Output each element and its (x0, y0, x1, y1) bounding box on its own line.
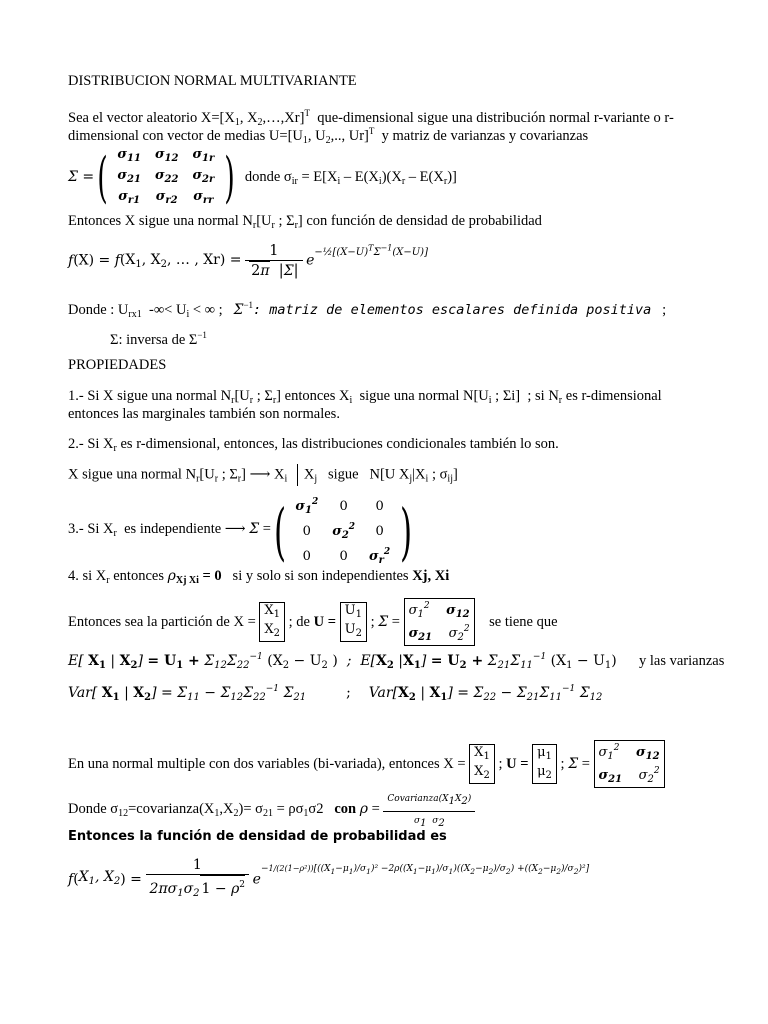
prop2b-line: X sigue una normal $N_r[U_r$ ; $\Sigma_r$] ⟶ $X_i$ $X_j$ sigue N[U $X_j|X_i$ ; $\sigma_{ij}$] (68, 464, 458, 488)
prop1-line-1: 1.- Si X sigue una normal $N_r[U_r$ ; $\Sigma_r$] entonces $X_i$ sigue una normal $N[U_i$ ; Σi] ; si $N_r$ es r-dimensional (68, 388, 662, 406)
prop3-line: 3.- Si $X_r$ es independiente ⟶ Σ = ( $\sigma_1^2$ 0 0 0 $\sigma_2^2$ 0 0 0 $\sigma_r^2$ ) (68, 494, 412, 568)
covariance-matrix: $\sigma_{11}$ $\sigma_{12}$ $\sigma_{1r}$ $\sigma_{21}$ $\sigma_{22}$ $\sigma_{2r}$ $\sigma_{r1}$ $\sigma_{r2}$ $\sigma_{rr}$ (117, 147, 215, 206)
densidad-bivariada-heading: Entonces la función de densidad de probabilidad es (68, 829, 447, 844)
sigma-inversa-line: Σ: inversa de $\Sigma^{-1}$ (110, 330, 207, 348)
propiedades-heading: PROPIEDADES (68, 357, 167, 373)
density-formula: $f(X) = f(X_1$, $X_2$, … , Xr) = $\frac{1}{2\pi |\Sigma|}$ $e^{-\frac{1}{2}[(X-U)^T\Sigma^{-1}(X-U)]}$ (68, 243, 428, 279)
diagonal-matrix: $\sigma_1^2$ 0 0 0 $\sigma_2^2$ 0 0 0 $\sigma_r^2$ (295, 497, 391, 566)
prop2-line: 2.- Si $X_r$ es r-dimensional, entonces, las distribuciones condicionales también lo son. (68, 436, 559, 454)
density-fraction: $\frac{1}{2\pi |\Sigma|}$ (245, 242, 302, 280)
prop4-line: 4. si $X_r$ entonces $\rho_{Xj Xi} = 0$ si y solo si son independientes Xj, Xi (68, 568, 450, 586)
covariance-matrix-equation: Σ = ( $\sigma_{11}$ $\sigma_{12}$ $\sigma_{1r}$ $\sigma_{21}$ $\sigma_{22}$ $\sigma_{2r}$ $\sigma_{r1}$ $\sigma_{r2}$ $\sigma_{rr}$ ) donde $\sigma_{ir} = E[X_i - E(X_i)(X_r - E(X_r)]$ (68, 145, 457, 209)
entonces-line: Entonces X sigue una normal $N_r[U_r$ ; $\Sigma_r$] con función de densidad de probabilidad (68, 213, 542, 231)
conditional-expectation-line: E[ $X_1$ | $X_2] = U_1 + \Sigma_{12}\Sigma_{22}^{-1}$ ($X_2 - U_2$ ) ; $E[X_2$ $|X_1] = U_2 + \Sigma_{21}\Sigma_{11}^{-1}$ $(X_1 - U_1)$ y las varianzas (68, 652, 725, 671)
intro-line-1: Sea el vector aleatorio $X=[X_1$, $X_2,\dots,Xr]^T$ que-dimensional sigue una distribución normal r-variante o r- (68, 108, 674, 128)
bivariate-density-formula: $f(X_1$, $X_2$) = $\frac{1}{2\pi\sigma_1\sigma_2 1 - \rho^2}$ $e^{-1/(2(1-\rho^2))[((X_1-\mu_1)/\sigma_1)^2 -2\rho((X_1-\mu_1)/\sigma_1)((X_2-\mu_2)/\sigma_2) +((X_2-\mu_2)/\sigma_2)^2]}$ (68, 857, 590, 899)
particion-line: Entonces sea la partición de $X = X_1$ $X_2$ ; de $U = U_1$ $U_2$ ; $\Sigma = \sigma_1^2$ $\sigma_{12}$ $\sigma_{21}$ $\sigma_2^2$ se tiene que (68, 598, 558, 638)
intro-line-2: dimensional con vector de medias $U=[U_1$, $U_2$,.., Ur]$^T$ y matriz de varianzas y covarianzas (68, 126, 589, 146)
donde-line: Donde : $U_{rx1}$ -∞< $U_i$ < ∞ ; $\Sigma^{-1}$: matriz de elementos escalares definida positiva ; (68, 300, 667, 320)
bivariada-line: En una normal multiple con dos variables (bi-variada), entonces $X = X_1$ $X_2$ ; $U = \mu_1$ $\mu_2$ ; $\Sigma = \sigma_1^2$ $\sigma_{12}$ $\sigma_{21}$ $\sigma_2^2$ (68, 740, 665, 780)
donde-covarianza-line: Donde $\sigma_{12}=covarianza(X_1,X_2)= \sigma_{21} = \rho\sigma_1\sigma 2$ con ρ = $\frac{\text{Covarianza(X1X2)}}{\sigma 1 \sigma 2}$ (68, 790, 475, 820)
prop1-line-2: entonces las marginales también son normales. (68, 406, 340, 422)
conditional-variance-line: Var[ $X_1$ | $X_2] = \Sigma_{11} - \Sigma_{12}\Sigma_{22}^{-1}$ $\Sigma_{21}$ ; $Var[X_2$ | $X_1] = \Sigma_{22} - \Sigma_{21}\Sigma_{11}^{-1}$ $\Sigma_{12}$ (68, 684, 603, 703)
page-title: DISTRIBUCION NORMAL MULTIVARIANTE (68, 73, 357, 89)
